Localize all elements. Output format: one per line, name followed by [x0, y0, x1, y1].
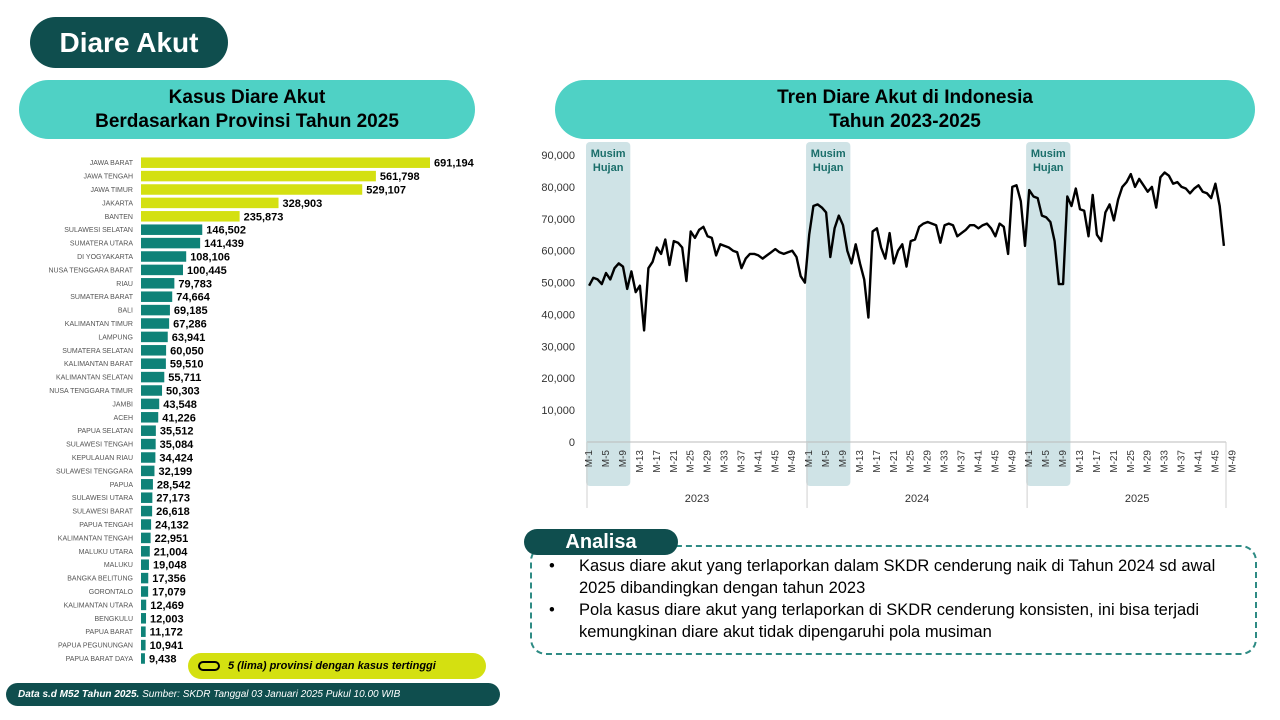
x-tick-label: M-49 [787, 450, 799, 473]
bar-value-label: 328,903 [282, 197, 323, 210]
weekly-cases-line [589, 173, 1224, 331]
x-tick-label: M-1 [584, 450, 596, 468]
rainy-season-label: Hujan [812, 162, 844, 174]
bar-value-label: 19,048 [152, 559, 187, 572]
chart-legend [188, 653, 486, 679]
province-label: NUSA TENGGARA BARAT [48, 267, 133, 275]
y-tick-label: 30,000 [541, 341, 575, 354]
province-bar [141, 573, 148, 584]
analysis-point [545, 599, 1235, 643]
province-bar [141, 184, 362, 195]
x-tick-label: M-33 [939, 450, 951, 473]
bar-value-label: 26,618 [156, 506, 190, 519]
province-bar [141, 332, 168, 343]
province-bar [141, 466, 154, 477]
x-tick-label: M-45 [1210, 450, 1222, 473]
province-label: SULAWESI TENGGARA [55, 468, 133, 476]
x-tick-label: M-29 [922, 450, 934, 473]
rainy-season-band [586, 142, 630, 486]
province-bar [141, 358, 166, 369]
y-tick-label: 70,000 [541, 213, 575, 226]
bar-value-label: 79,783 [178, 278, 213, 291]
trend-chart-title-line1: Tren Diare Akut di Indonesia [777, 87, 1033, 108]
data-source-footer [6, 683, 500, 706]
bar-value-label: 17,079 [152, 586, 186, 599]
province-bar [141, 519, 151, 530]
bar-value-label: 27,173 [156, 492, 191, 505]
bar-value-label: 43,548 [163, 398, 197, 411]
province-bar [141, 533, 151, 544]
province-bar [141, 171, 376, 182]
y-tick-label: 0 [568, 437, 575, 449]
bar-value-label: 11,172 [149, 626, 183, 639]
x-tick-label: M-9 [617, 450, 629, 468]
y-tick-label: 90,000 [541, 150, 575, 162]
bar-value-label: 108,106 [190, 251, 230, 264]
x-tick-label: M-5 [1041, 450, 1053, 468]
x-tick-label: M-37 [736, 450, 748, 473]
bar-value-label: 35,512 [159, 425, 194, 438]
province-label: PAPUA TENGAH [79, 522, 133, 529]
bar-value-label: 561,798 [379, 171, 420, 184]
bar-value-label: 12,003 [150, 613, 184, 626]
x-tick-label: M-9 [838, 450, 850, 468]
bar-value-label: 529,107 [366, 184, 406, 197]
bullet: • [549, 601, 555, 619]
year-label: 2025 [1124, 493, 1150, 505]
province-bar [141, 506, 152, 516]
province-bar [141, 412, 158, 423]
rainy-season-label: Hujan [592, 162, 624, 174]
bar-value-label: 691,194 [434, 157, 474, 170]
province-label: SUMATERA SELATAN [62, 347, 133, 355]
bar-value-label: 59,510 [169, 358, 204, 371]
bullet: • [549, 557, 555, 575]
province-bar [141, 600, 146, 611]
province-bar [141, 157, 430, 168]
footer-bold-text: Data s.d M52 Tahun 2025. [18, 689, 140, 700]
bar-value-label: 50,303 [166, 385, 200, 398]
province-bar [141, 479, 153, 490]
province-bar [141, 452, 155, 463]
province-bar [141, 265, 183, 276]
province-label: GORONTALO [88, 589, 133, 596]
footer-source-text: Sumber: SKDR Tanggal 03 Januari 2025 Pukul 10.00 WIB [139, 689, 401, 700]
bar-value-label: 146,502 [206, 224, 247, 237]
province-bar [141, 291, 172, 302]
x-tick-label: M-25 [1125, 450, 1137, 473]
province-bar [141, 251, 186, 262]
province-bar [141, 278, 174, 289]
province-label: DI YOGYAKARTA [77, 254, 133, 261]
province-label: RIAU [116, 280, 133, 288]
province-label: PAPUA BARAT DAYA [65, 656, 133, 663]
year-label: 2024 [904, 493, 930, 505]
province-label: JAKARTA [102, 200, 133, 208]
province-label: JAWA TENGAH [83, 173, 133, 181]
province-bar [141, 439, 156, 450]
bar-value-label: 22,951 [154, 532, 189, 545]
province-label: KALIMANTAN UTARA [63, 602, 133, 610]
province-label: SULAWESI SELATAN [64, 227, 133, 235]
bar-value-label: 24,132 [155, 519, 189, 532]
legend-text: 5 (lima) provinsi dengan kasus tertinggi [228, 660, 436, 672]
trend-chart-header [555, 80, 1255, 139]
x-tick-label: M-17 [871, 450, 883, 473]
province-label: BANTEN [104, 213, 133, 221]
analysis-point-text: Pola kasus diare akut yang terlaporkan di SKDR cenderung konsisten, ini bisa terjadi kemungkinan diare akut tidak dipengaruhi pola musiman [579, 601, 1200, 641]
province-bar [141, 586, 148, 597]
y-tick-label: 50,000 [541, 277, 575, 290]
x-tick-label: M-25 [905, 450, 917, 473]
province-label: JAWA TIMUR [90, 187, 133, 194]
province-chart-title-line2: Berdasarkan Provinsi Tahun 2025 [95, 111, 399, 132]
x-tick-label: M-37 [1176, 450, 1188, 473]
province-label: BALI [117, 307, 133, 315]
trend-chart-title-line2: Tahun 2023-2025 [829, 111, 981, 132]
province-bar [141, 559, 149, 570]
x-tick-label: M-21 [668, 450, 680, 473]
x-tick-label: M-9 [1058, 450, 1070, 468]
bar-value-label: 55,711 [168, 372, 202, 385]
province-label: MALUKU UTARA [78, 548, 133, 556]
x-tick-label: M-5 [601, 450, 613, 468]
bar-value-label: 100,445 [186, 264, 227, 277]
province-label: MALUKU [103, 562, 133, 570]
bar-value-label: 67,286 [173, 318, 207, 331]
x-tick-label: M-21 [888, 450, 900, 473]
province-label: NUSA TENGGARA TIMUR [49, 388, 133, 395]
x-tick-label: M-17 [651, 450, 663, 473]
province-bar [141, 224, 202, 235]
x-tick-label: M-41 [1193, 450, 1205, 473]
province-chart-header [19, 80, 475, 139]
province-label: SUMATERA BARAT [70, 294, 133, 302]
bar-value-label: 34,424 [159, 452, 194, 465]
x-tick-label: M-49 [1007, 449, 1019, 473]
province-bar [141, 372, 164, 383]
y-tick-label: 40,000 [541, 309, 575, 322]
x-tick-label: M-33 [1159, 450, 1171, 473]
province-label: JAMBI [112, 401, 133, 409]
province-label: JAWA BARAT [89, 160, 133, 168]
rainy-season-band [806, 142, 850, 486]
rainy-season-label: Musim [810, 148, 846, 160]
province-bar [141, 385, 162, 396]
province-bar [141, 345, 166, 356]
bar-value-label: 9,438 [148, 653, 177, 666]
province-bar [141, 305, 170, 316]
x-tick-label: M-17 [1091, 450, 1103, 473]
x-tick-label: M-45 [770, 450, 782, 473]
province-bar [141, 613, 146, 624]
bar-value-label: 60,050 [170, 345, 204, 358]
rainy-season-label: Musim [1030, 148, 1066, 160]
legend-swatch [198, 661, 220, 671]
x-tick-label: M-37 [956, 450, 968, 473]
province-bar [141, 238, 200, 249]
analysis-title: Analisa [524, 529, 678, 555]
x-tick-label: M-1 [804, 450, 816, 468]
x-tick-label: M-21 [1108, 450, 1120, 473]
bar-value-label: 35,084 [159, 439, 194, 452]
province-label: ACEH [113, 414, 133, 422]
province-bar [141, 399, 159, 410]
x-tick-label: M-13 [854, 450, 866, 473]
x-tick-label: M-1 [1024, 450, 1036, 468]
province-label: SULAWESI TENGAH [66, 441, 133, 449]
bar-value-label: 21,004 [153, 546, 188, 559]
province-label: PAPUA SELATAN [77, 428, 133, 436]
y-tick-label: 10,000 [541, 405, 575, 418]
analysis-point [545, 555, 1235, 599]
province-bar [141, 626, 146, 637]
page-title: Diare Akut [30, 17, 228, 68]
trend-line-chart [520, 140, 1260, 520]
rainy-season-label: Musim [590, 148, 626, 160]
province-label: PAPUA PEGUNUNGAN [58, 642, 133, 650]
province-bar [141, 211, 240, 222]
bar-value-label: 28,542 [156, 479, 191, 492]
bar-value-label: 74,664 [176, 291, 210, 304]
province-label: KALIMANTAN BARAT [64, 361, 133, 369]
province-label: LAMPUNG [98, 334, 133, 342]
analysis-point-text: Kasus diare akut yang terlaporkan dalam SKDR cenderung naik di Tahun 2024 sd awal 2025 dibandingkan dengan tahun 2023 [579, 557, 1216, 597]
bar-value-label: 141,439 [204, 238, 244, 251]
province-bar [141, 425, 156, 436]
rainy-season-label: Hujan [1032, 162, 1064, 174]
province-label: BENGKULU [94, 615, 133, 623]
x-tick-label: M-29 [1142, 450, 1154, 473]
x-tick-label: M-13 [1075, 450, 1087, 473]
y-tick-label: 20,000 [541, 373, 575, 386]
province-label: SUMATERA UTARA [69, 240, 133, 248]
y-tick-label: 80,000 [541, 181, 575, 194]
y-tick-label: 60,000 [541, 245, 575, 258]
bar-value-label: 41,226 [162, 412, 196, 425]
bar-value-label: 10,941 [149, 640, 184, 653]
analysis-list [545, 555, 1235, 643]
x-tick-label: M-45 [990, 450, 1002, 473]
province-bar [141, 318, 169, 329]
province-label: KALIMANTAN TIMUR [64, 321, 133, 328]
x-tick-label: M-49 [1227, 450, 1239, 473]
province-bar [141, 640, 146, 651]
x-tick-label: M-5 [821, 450, 833, 468]
x-tick-label: M-29 [702, 450, 714, 473]
province-chart-title-line1: Kasus Diare Akut [168, 87, 326, 108]
province-bar [141, 198, 279, 209]
x-tick-label: M-33 [719, 450, 731, 473]
x-tick-label: M-13 [634, 450, 646, 473]
bar-value-label: 32,199 [158, 465, 193, 478]
province-bar [141, 653, 145, 664]
bar-value-label: 235,873 [243, 211, 284, 224]
bar-value-label: 17,356 [152, 573, 186, 586]
province-bar [141, 546, 150, 557]
province-bar [141, 492, 152, 503]
bar-value-label: 63,941 [171, 331, 206, 344]
x-tick-label: M-41 [973, 450, 985, 473]
province-label: PAPUA BARAT [85, 629, 133, 637]
province-label: KALIMANTAN TENGAH [57, 535, 133, 543]
x-tick-label: M-25 [685, 450, 697, 473]
province-label: KALIMANTAN SELATAN [55, 374, 133, 382]
x-tick-label: M-41 [753, 450, 765, 473]
province-label: SULAWESI UTARA [71, 495, 133, 503]
bar-value-label: 12,469 [150, 599, 184, 612]
province-label: BANGKA BELITUNG [67, 575, 133, 583]
bar-value-label: 69,185 [173, 305, 208, 318]
province-label: SULAWESI BARAT [72, 508, 133, 516]
province-label: KEPULAUAN RIAU [71, 455, 133, 462]
year-label: 2023 [684, 493, 710, 505]
province-bar-chart [0, 150, 500, 670]
province-label: PAPUA [109, 481, 133, 489]
